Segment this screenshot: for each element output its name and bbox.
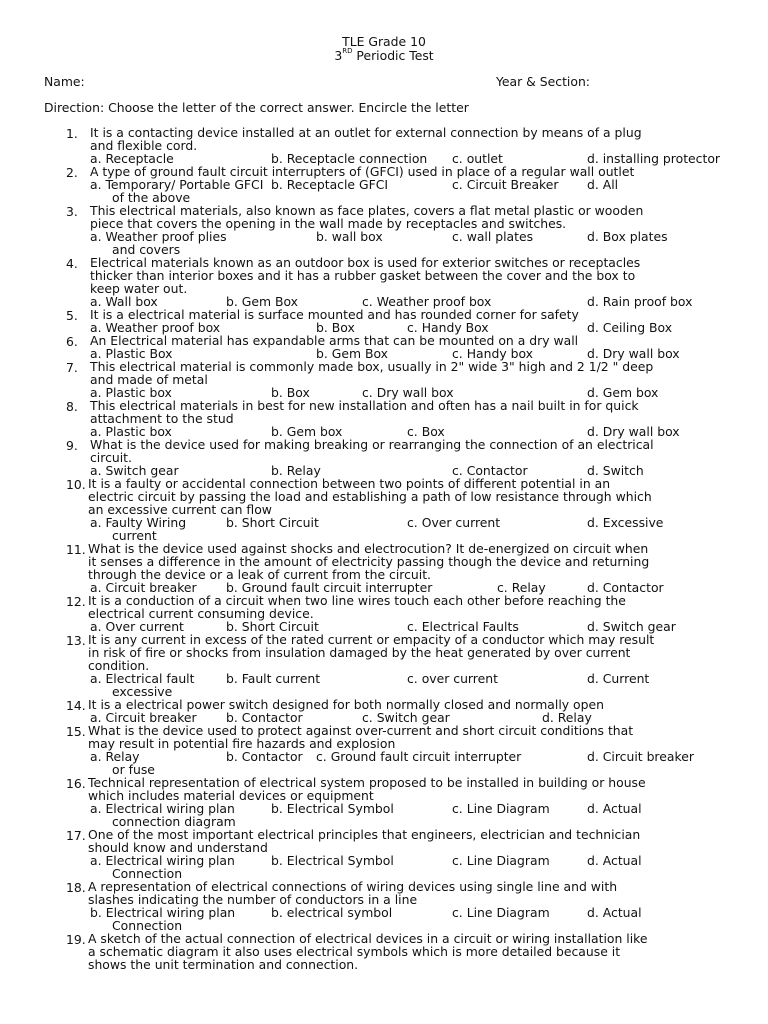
answer-option[interactable]: d. Switch gear bbox=[587, 619, 676, 634]
answer-option[interactable]: d. Contactor bbox=[587, 580, 664, 595]
question-text-line: and made of metal bbox=[90, 372, 208, 387]
answer-option[interactable]: c. Line Diagram bbox=[452, 801, 550, 816]
question-text-line: electrical current consuming device. bbox=[88, 606, 314, 621]
question-text-line: A representation of electrical connections of wiring devices using single line and with bbox=[88, 879, 618, 894]
answer-option[interactable]: d. Actual bbox=[587, 905, 642, 920]
question-number: 2. bbox=[66, 165, 78, 180]
question-text-line: it senses a difference in the amount of electricity passing though the device and returning bbox=[88, 554, 650, 569]
question-number: 17. bbox=[66, 828, 86, 843]
answer-option[interactable]: c. wall plates bbox=[452, 229, 534, 244]
answer-option[interactable]: c. outlet bbox=[452, 151, 503, 166]
answer-option[interactable]: c. Line Diagram bbox=[452, 905, 550, 920]
answer-option[interactable]: b. Short Circuit bbox=[226, 515, 319, 530]
answer-option[interactable]: c. over current bbox=[407, 671, 498, 686]
question-text-line: in risk of fire or shocks from insulation damaged by the heat generated by over current bbox=[88, 645, 631, 660]
answer-option-continued: current bbox=[112, 528, 157, 543]
question-text-line: This electrical material is commonly made box, usually in 2" wide 3" high and 2 1/2 " deep bbox=[90, 359, 654, 374]
answer-option[interactable]: a. Weather proof plies bbox=[90, 229, 227, 244]
question-text-line: It is a contacting device installed at an outlet for external connection by means of a plug bbox=[90, 125, 642, 140]
question-number: 19. bbox=[66, 932, 86, 947]
answer-option[interactable]: d. installing protector bbox=[587, 151, 721, 166]
answer-option[interactable]: a. Faulty Wiring bbox=[90, 515, 187, 530]
answer-option[interactable]: b. Electrical wiring plan bbox=[90, 905, 236, 920]
name-label: Name: bbox=[44, 74, 85, 89]
question-text-line: thicker than interior boxes and it has a rubber gasket between the cover and the box to bbox=[90, 268, 636, 283]
answer-option[interactable]: d. Switch bbox=[587, 463, 644, 478]
answer-option[interactable]: a. Plastic box bbox=[90, 424, 172, 439]
answer-option[interactable]: c. Circuit Breaker bbox=[452, 177, 559, 192]
answer-option[interactable]: b. Gem Box bbox=[226, 294, 299, 309]
answer-option[interactable]: d. Gem box bbox=[587, 385, 659, 400]
question-text-line: One of the most important electrical principles that engineers, electrician and technician bbox=[88, 827, 641, 842]
answer-option[interactable]: b. Electrical Symbol bbox=[271, 853, 394, 868]
question-text-line: What is the device used against shocks and electrocution? It de-energized on circuit when bbox=[88, 541, 649, 556]
direction-text: Direction: Choose the letter of the correct answer. Encircle the letter bbox=[44, 100, 469, 115]
question-text-line: should know and understand bbox=[88, 840, 268, 855]
answer-option[interactable]: a. Circuit breaker bbox=[90, 580, 197, 595]
question-text-line: What is the device used for making breaking or rearranging the connection of an electrical bbox=[90, 437, 654, 452]
answer-option[interactable]: c. Line Diagram bbox=[452, 853, 550, 868]
question-text-line: an excessive current can flow bbox=[88, 502, 272, 517]
answer-option[interactable]: a. Receptacle bbox=[90, 151, 174, 166]
answer-option[interactable]: d. Dry wall box bbox=[587, 346, 680, 361]
question-number: 10. bbox=[66, 477, 86, 492]
answer-option[interactable]: d. Dry wall box bbox=[587, 424, 680, 439]
answer-option[interactable]: b. Relay bbox=[271, 463, 321, 478]
question-number: 7. bbox=[66, 360, 78, 375]
answer-option[interactable]: b. Short Circuit bbox=[226, 619, 319, 634]
answer-option-continued: Connection bbox=[112, 918, 183, 933]
question-text-line: A sketch of the actual connection of electrical devices in a circuit or wiring installation like bbox=[88, 931, 648, 946]
answer-option[interactable]: d. Rain proof box bbox=[587, 294, 693, 309]
answer-option[interactable]: b. Box bbox=[316, 320, 355, 335]
answer-option[interactable]: d. Ceiling Box bbox=[587, 320, 673, 335]
answer-option[interactable]: a. Weather proof box bbox=[90, 320, 221, 335]
answer-option[interactable]: c. Box bbox=[407, 424, 445, 439]
question-number: 15. bbox=[66, 724, 86, 739]
question-number: 4. bbox=[66, 256, 78, 271]
question-text-line: It is a electrical material is surface mounted and has rounded corner for safety bbox=[90, 307, 579, 322]
answer-option[interactable]: c. Electrical Faults bbox=[407, 619, 519, 634]
answer-option[interactable]: b. Contactor bbox=[226, 710, 303, 725]
question-text-line: It is a faulty or accidental connection between two points of different potential in an bbox=[88, 476, 611, 491]
question-text-line: Electrical materials known as an outdoor box is used for exterior switches or receptacles bbox=[90, 255, 641, 270]
question-text-line: It is a conduction of a circuit when two line wires touch each other before reaching the bbox=[88, 593, 626, 608]
question-number: 1. bbox=[66, 126, 78, 141]
answer-option[interactable]: a. Electrical wiring plan bbox=[90, 853, 235, 868]
answer-option[interactable]: a. Relay bbox=[90, 749, 140, 764]
answer-option[interactable]: d. Excessive bbox=[587, 515, 664, 530]
page-title: TLE Grade 10 bbox=[342, 34, 426, 49]
answer-option[interactable]: c. Handy Box bbox=[407, 320, 489, 335]
answer-option[interactable]: b. Electrical Symbol bbox=[271, 801, 394, 816]
question-number: 3. bbox=[66, 204, 78, 219]
answer-option[interactable]: b. Receptacle connection bbox=[271, 151, 428, 166]
answer-option-continued: and covers bbox=[112, 242, 181, 257]
question-text-line: circuit. bbox=[90, 450, 132, 465]
answer-option-continued: of the above bbox=[112, 190, 191, 205]
question-text-line: Technical representation of electrical system proposed to be installed in building or house bbox=[88, 775, 646, 790]
question-number: 13. bbox=[66, 633, 86, 648]
answer-option[interactable]: b. Contactor bbox=[226, 749, 303, 764]
page-subtitle bbox=[0, 48, 768, 63]
year-section-label: Year & Section: bbox=[496, 74, 590, 89]
answer-option[interactable]: c. Weather proof box bbox=[362, 294, 492, 309]
question-text-line: through the device or a leak of current from the circuit. bbox=[88, 567, 431, 582]
answer-option[interactable]: a. Plastic box bbox=[90, 385, 172, 400]
subtitle-num: 3 bbox=[334, 48, 343, 63]
question-number: 18. bbox=[66, 880, 86, 895]
question-text-line: A type of ground fault circuit interrupters of (GFCI) used in place of a regular wall outlet bbox=[90, 164, 635, 179]
answer-option[interactable]: d. Actual bbox=[587, 801, 642, 816]
question-text-line: condition. bbox=[88, 658, 150, 673]
answer-option[interactable]: a. Electrical fault bbox=[90, 671, 195, 686]
answer-option[interactable]: d. Actual bbox=[587, 853, 642, 868]
answer-option[interactable]: a. Over current bbox=[90, 619, 184, 634]
answer-option[interactable]: c. Ground fault circuit interrupter bbox=[316, 749, 522, 764]
question-text-line: shows the unit termination and connection. bbox=[88, 957, 359, 972]
question-text-line: slashes indicating the number of conductors in a line bbox=[88, 892, 418, 907]
question-number: 11. bbox=[66, 542, 86, 557]
answer-option[interactable]: c. Switch gear bbox=[362, 710, 450, 725]
answer-option[interactable]: c. Relay bbox=[497, 580, 546, 595]
question-number: 8. bbox=[66, 399, 78, 414]
question-number: 9. bbox=[66, 438, 78, 453]
answer-option[interactable]: b. Gem Box bbox=[316, 346, 389, 361]
question-number: 5. bbox=[66, 308, 78, 323]
question-text-line: It is any current in excess of the rated current or empacity of a conductor which may result bbox=[88, 632, 655, 647]
question-text-line: piece that covers the opening in the wall made by receptacles and switches. bbox=[90, 216, 567, 231]
answer-option[interactable]: b. Fault current bbox=[226, 671, 321, 686]
answer-option-continued: connection diagram bbox=[112, 814, 236, 829]
subtitle-sup: RD bbox=[342, 47, 353, 55]
answer-option-continued: or fuse bbox=[112, 762, 155, 777]
question-number: 6. bbox=[66, 334, 78, 349]
question-number: 16. bbox=[66, 776, 86, 791]
question-number: 12. bbox=[66, 594, 86, 609]
answer-option[interactable]: b. electrical symbol bbox=[271, 905, 393, 920]
answer-option[interactable]: a. Switch gear bbox=[90, 463, 179, 478]
answer-option[interactable]: b. Gem box bbox=[271, 424, 343, 439]
subtitle-rest: Periodic Test bbox=[352, 48, 434, 63]
answer-option[interactable]: a. Circuit breaker bbox=[90, 710, 197, 725]
answer-option[interactable]: d. Relay bbox=[542, 710, 592, 725]
question-text-line: may result in potential fire hazards and explosion bbox=[88, 736, 396, 751]
question-text-line: This electrical materials in best for new installation and often has a nail built in for quick bbox=[90, 398, 639, 413]
question-text-line: a schematic diagram it also uses electrical symbols which is more detailed because it bbox=[88, 944, 621, 959]
question-text-line: attachment to the stud bbox=[90, 411, 234, 426]
answer-option[interactable]: a. Temporary/ Portable GFCI bbox=[90, 177, 264, 192]
answer-option[interactable]: b. Receptacle GFCI bbox=[271, 177, 389, 192]
answer-option[interactable]: d. Current bbox=[587, 671, 650, 686]
answer-option[interactable]: a. Electrical wiring plan bbox=[90, 801, 235, 816]
question-text-line: This electrical materials, also known as face plates, covers a flat metal plastic or wooden bbox=[90, 203, 644, 218]
answer-option[interactable]: c. Handy box bbox=[452, 346, 533, 361]
answer-option-continued: excessive bbox=[112, 684, 173, 699]
question-number: 14. bbox=[66, 698, 86, 713]
question-text-line: It is a electrical power switch designed for both normally closed and normally open bbox=[88, 697, 604, 712]
answer-option[interactable]: c. Over current bbox=[407, 515, 501, 530]
question-text-line: What is the device used to protect against over-current and short circuit conditions that bbox=[88, 723, 634, 738]
answer-option[interactable]: b. wall box bbox=[316, 229, 383, 244]
question-text-line: which includes material devices or equipment bbox=[88, 788, 374, 803]
question-text-line: electric circuit by passing the load and establishing a path of low resistance through which bbox=[88, 489, 652, 504]
answer-option[interactable]: a. Wall box bbox=[90, 294, 158, 309]
question-text-line: and flexible cord. bbox=[90, 138, 198, 153]
answer-option[interactable]: c. Dry wall box bbox=[362, 385, 454, 400]
answer-option[interactable]: b. Box bbox=[271, 385, 310, 400]
answer-option[interactable]: b. Ground fault circuit interrupter bbox=[226, 580, 433, 595]
answer-option-continued: Connection bbox=[112, 866, 183, 881]
answer-option[interactable]: d. Box plates bbox=[587, 229, 668, 244]
answer-option[interactable]: a. Plastic Box bbox=[90, 346, 173, 361]
answer-option[interactable]: d. All bbox=[587, 177, 619, 192]
question-text-line: An Electrical material has expandable arms that can be mounted on a dry wall bbox=[90, 333, 579, 348]
answer-option[interactable]: d. Circuit breaker bbox=[587, 749, 694, 764]
question-text-line: keep water out. bbox=[90, 281, 188, 296]
answer-option[interactable]: c. Contactor bbox=[452, 463, 528, 478]
